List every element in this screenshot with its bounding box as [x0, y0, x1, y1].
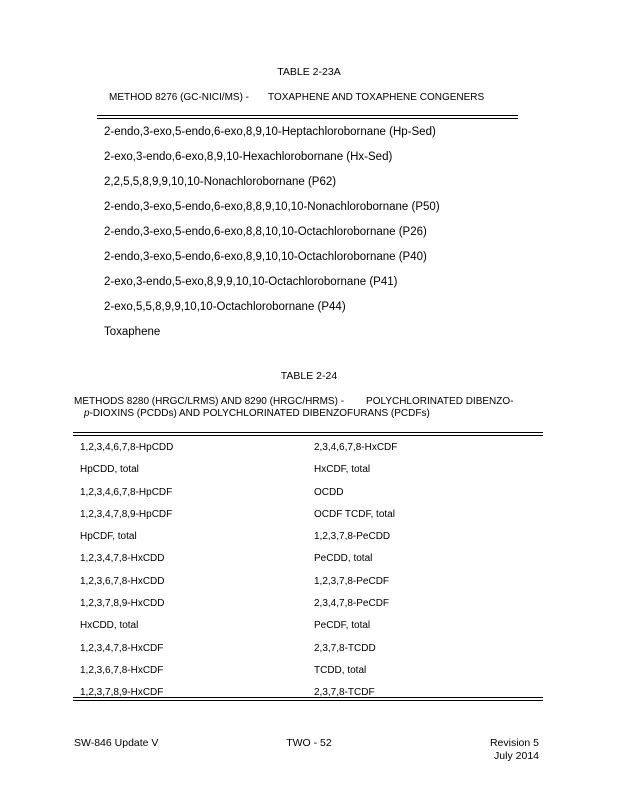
- list-item: 2-exo,5,5,8,9,9,10,10-Octachlorobornane (P44): [104, 301, 346, 313]
- table-row: [80, 664, 540, 686]
- list-item: 2-exo,3-endo,6-exo,8,9,10-Hexachlorobornane (Hx-Sed): [104, 151, 393, 163]
- table-24-bottom-rule-1: [73, 697, 543, 698]
- table-cell: 1,2,3,4,7,8-HxCDD: [80, 553, 165, 565]
- table-row: [80, 619, 540, 641]
- table-cell: 1,2,3,4,7,8,9-HpCDF: [80, 508, 173, 520]
- list-item: 2-endo,3-exo,5-endo,6-exo,8,8,9,10,10-Nonachlorobornane (P50): [104, 201, 440, 213]
- table-cell: 1,2,3,6,7,8-HxCDF: [80, 664, 164, 676]
- table-24-title: TABLE 2-24: [280, 370, 338, 382]
- table-cell: 1,2,3,7,8,9-HxCDF: [80, 687, 164, 699]
- table-cell: 1,2,3,4,6,7,8-HpCDF: [80, 486, 173, 498]
- table-cell: 2,3,4,7,8-PeCDF: [314, 598, 390, 610]
- table-row: [80, 575, 540, 597]
- footer-page-number: TWO - 52: [286, 737, 332, 749]
- table-cell: PeCDF, total: [314, 620, 371, 632]
- table-cell: 2,3,7,8-TCDD: [314, 642, 376, 654]
- table-cell: 1,2,3,7,8,9-HxCDD: [80, 598, 165, 610]
- table-cell: 1,2,3,4,6,7,8-HpCDD: [80, 442, 174, 453]
- table-24-subject-line1: POLYCHLORINATED DIBENZO-: [366, 396, 514, 407]
- table-cell: HpCDF, total: [80, 531, 137, 543]
- table-24-top-rule-1: [73, 432, 543, 433]
- table-cell: 2,3,7,8-TCDF: [314, 687, 375, 699]
- table-24-method-label: METHODS 8280 (HRGC/LRMS) AND 8290 (HRGC/HRMS) -: [74, 396, 345, 407]
- list-item: 2-exo,3-endo,5-exo,8,9,9,10,10-Octachlorobornane (P41): [104, 276, 398, 288]
- table-23a-title: TABLE 2-23A: [277, 66, 341, 78]
- list-item: 2-endo,3-exo,5-endo,6-exo,8,9,10-Heptachlorobornane (Hp-Sed): [104, 126, 436, 138]
- list-item: 2,2,5,5,8,9,9,10,10-Nonachlorobornane (P62): [104, 176, 337, 188]
- table-row: [80, 441, 540, 463]
- table-24-grid: [80, 441, 540, 709]
- table-row: [80, 508, 540, 530]
- table-cell: PeCDD, total: [314, 553, 373, 565]
- footer-revision: [490, 737, 539, 763]
- table-cell: TCDD, total: [314, 664, 367, 676]
- table-24-method-heading: [74, 396, 513, 407]
- table-row: [80, 642, 540, 664]
- footer-revision-number: Revision 5: [489, 737, 539, 749]
- list-item: 2-endo,3-exo,5-endo,6-exo,8,9,10,10-Octachlorobornane (P40): [104, 251, 427, 263]
- table-24-top-rule-2: [73, 435, 543, 436]
- table-row: [80, 552, 540, 574]
- table-23a-method-label: METHOD 8276 (GC-NICI/MS) -: [109, 92, 250, 103]
- table-cell: HpCDD, total: [80, 464, 139, 476]
- list-item: Toxaphene: [104, 326, 161, 338]
- table-cell: OCDD: [314, 486, 344, 498]
- table-24-bottom-rule-2: [73, 700, 543, 701]
- table-cell: 1,2,3,7,8-PeCDF: [314, 575, 390, 587]
- table-23a-method-heading: [109, 92, 484, 103]
- list-item: 2-endo,3-exo,5-endo,6-exo,8,8,10,10-Octachlorobornane (P26): [104, 226, 427, 238]
- footer-document-name: SW-846 Update V: [74, 737, 159, 749]
- table-24-subject-rest: -DIOXINS (PCDDs) AND POLYCHLORINATED DIBENZOFURANS (PCDFs): [89, 408, 430, 419]
- table-cell: OCDF TCDF, total: [314, 508, 395, 520]
- table-cell: 1,2,3,4,7,8-HxCDF: [80, 642, 164, 654]
- table-cell: 1,2,3,6,7,8-HxCDD: [80, 575, 165, 587]
- table-23a-top-rule-1: [97, 115, 518, 116]
- table-23a-list: [104, 124, 440, 349]
- table-cell: HxCDD, total: [80, 620, 139, 632]
- table-row: [80, 463, 540, 485]
- table-row: [80, 597, 540, 619]
- table-row: [80, 486, 540, 508]
- footer-revision-date: July 2014: [494, 750, 539, 762]
- table-cell: 2,3,4,6,7,8-HxCDF: [314, 442, 398, 453]
- table-cell: HxCDF, total: [314, 464, 371, 476]
- table-23a-top-rule-2: [97, 118, 518, 119]
- table-24-subject-italic: p: [84, 408, 90, 419]
- table-row: [80, 530, 540, 552]
- table-cell: 1,2,3,7,8-PeCDD: [314, 531, 391, 543]
- table-23a-subject: TOXAPHENE AND TOXAPHENE CONGENERS: [268, 92, 485, 103]
- table-24-subject-line2: [84, 408, 430, 419]
